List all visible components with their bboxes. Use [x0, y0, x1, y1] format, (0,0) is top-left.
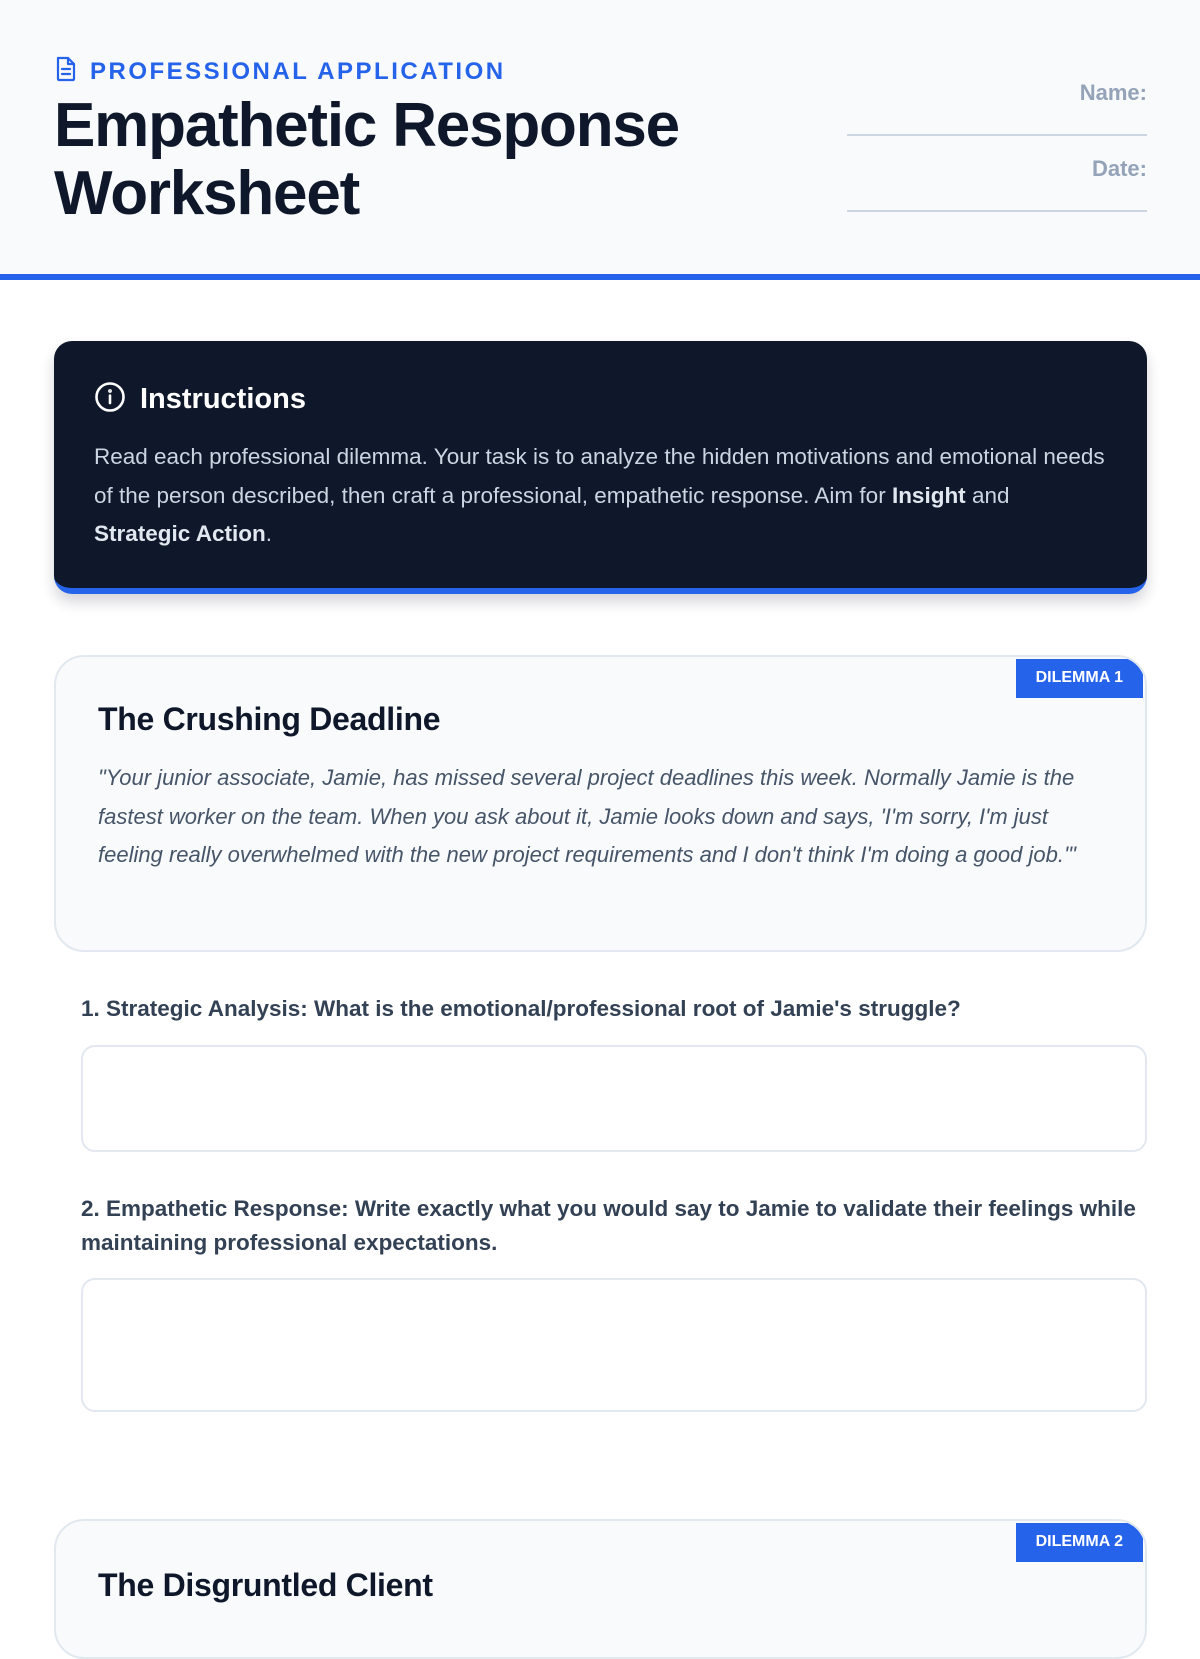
instructions-text: Read each professional dilemma. Your task is to analyze the hidden motivations and emotional needs of the person described, then craft a professional, empathetic response. Aim for Insight and Strategic Action. — [94, 444, 1105, 546]
name-field[interactable] — [847, 112, 1147, 136]
name-date-block — [847, 80, 1147, 232]
dilemma-scenario: "Your junior associate, Jamie, has missed several project deadlines this week. Normally Jamie is the fastest worker on the team. When you ask about it, Jamie looks down and says, 'I'm sorry, I'm just feeling really overwhelmed with the new project requirements and I don't think I'm doing a good job.'" — [98, 765, 1076, 867]
question-label: 1. Strategic Analysis: What is the emotional/professional root of Jamie's struggle? — [81, 996, 961, 1021]
name-label: Name: — [1079, 80, 1147, 105]
page-title: Empathetic Response Worksheet — [54, 91, 679, 228]
dilemma-title: The Disgruntled Client — [98, 1567, 433, 1603]
question-label: 2. Empathetic Response: Write exactly what you would say to Jamie to validate their feelings while maintaining professional expectations. — [81, 1196, 1136, 1255]
dilemma-badge: DILEMMA 1 — [1016, 659, 1143, 698]
date-label: Date: — [1091, 156, 1147, 181]
date-field[interactable] — [847, 188, 1147, 212]
answer-box[interactable] — [81, 1278, 1147, 1412]
document-icon — [54, 56, 78, 87]
answer-box[interactable] — [81, 1045, 1147, 1152]
dilemma-badge: DILEMMA 2 — [1016, 1523, 1143, 1562]
eyebrow-label: PROFESSIONAL APPLICATION — [90, 57, 506, 85]
eyebrow — [54, 56, 506, 87]
strategic-action-emphasis: Strategic Action — [94, 521, 266, 546]
instructions-panel — [54, 341, 1147, 594]
dilemma-title: The Crushing Deadline — [98, 701, 441, 737]
insight-emphasis: Insight — [891, 482, 966, 508]
dilemma-card — [54, 655, 1147, 952]
dilemma-card — [54, 1519, 1147, 1659]
instructions-title: Instructions — [140, 383, 306, 415]
worksheet-header — [0, 0, 1200, 280]
info-icon — [94, 381, 126, 418]
